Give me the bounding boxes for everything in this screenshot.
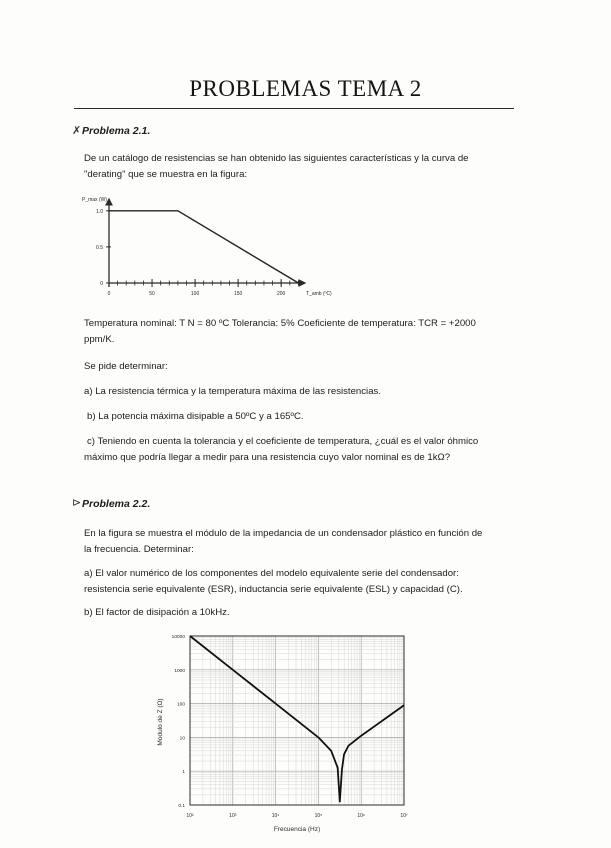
y-tick-label: 1.0: [96, 208, 103, 215]
problem-1-question-b: b) La potencia máxima disipable a 50ºC y a 165ºC.: [87, 411, 304, 422]
problem-1-intro-line-2: "derating" que se muestra en la figura:: [84, 169, 248, 180]
x-tick-label: 10⁶: [357, 813, 366, 819]
problem-2-question-a-line-2: resistencia serie equivalente (ESR), inductancia serie equivalente (ESL) y capacidad (C).: [84, 584, 463, 595]
problem-1-intro-line-1: De un catálogo de resistencias se han obtenido las siguientes características y la curva de: [84, 153, 469, 164]
x-axis-label: Frecuencia (Hz): [273, 826, 321, 833]
impedance-chart: [150, 630, 425, 840]
title-divider: [74, 108, 514, 109]
y-tick-label: 0.5: [96, 244, 103, 251]
problem-1-heading: Problema 2.1.: [82, 125, 151, 137]
problem-1-question-a: a) La resistencia térmica y la temperatura máxima de las resistencias.: [84, 386, 381, 397]
x-tick-label: 50: [149, 291, 155, 297]
y-tick-label: 100: [176, 702, 185, 708]
y-axis-label: P_max (W): [82, 197, 107, 203]
problem-2-intro-line-2: la frecuencia. Determinar:: [84, 544, 194, 555]
problem-1-ask: Se pide determinar:: [84, 361, 168, 372]
problem-2-heading: Problema 2.2.: [82, 498, 151, 510]
x-tick-label: 10⁷: [400, 813, 408, 819]
problem-2-intro-line-1: En la figura se muestra el módulo de la impedancia de un condensador plástico en función de: [84, 528, 483, 539]
x-tick-label: 10⁴: [271, 813, 280, 819]
y-tick-label: 1: [182, 770, 185, 776]
problem-2-question-a-line-1: a) El valor numérico de los componentes del modelo equivalente serie del condensador:: [84, 568, 459, 579]
cross-mark-icon: ✗: [72, 125, 82, 137]
y-tick-label: 1000: [174, 668, 185, 674]
arrow-mark-icon: ⊳: [72, 497, 82, 509]
derating-chart: [80, 193, 332, 305]
y-tick-label: 0.1: [178, 804, 185, 809]
x-tick-label: 10²: [186, 813, 194, 819]
y-tick-label: 10: [179, 736, 185, 742]
x-tick-label: 0: [107, 291, 111, 297]
y-tick-label: 10000: [171, 635, 185, 640]
problem-2-question-b: b) El factor de disipación a 10kHz.: [84, 607, 230, 618]
problem-1-specs-line-1: Temperatura nominal: T N = 80 ºC Tolerancia: 5% Coeficiente de temperatura: TCR = +2000: [84, 318, 476, 329]
x-axis-label: T_amb (ºC): [306, 291, 332, 297]
x-tick-label: 10³: [229, 813, 237, 819]
y-tick-label: 0: [100, 281, 103, 287]
page-title: PROBLEMAS TEMA 2: [189, 76, 422, 101]
impedance-curve: [190, 636, 404, 802]
y-axis-label: Modulo de Z (Ω): [157, 698, 164, 746]
problem-1-question-c-line-2: máximo que podría llegar a medir para una resistencia cuyo valor nominal es de 1kΩ?: [84, 452, 451, 463]
problem-1-specs-line-2: ppm/K.: [84, 334, 115, 345]
x-tick-label: 150: [233, 291, 243, 297]
problem-1-question-c-line-1: c) Teniendo en cuenta la tolerancia y el coeficiente de temperatura, ¿cuál es el valor óhmico: [87, 436, 479, 447]
x-tick-label: 200: [277, 291, 286, 297]
x-tick-label: 100: [190, 291, 200, 297]
derating-curve: [109, 211, 298, 283]
x-tick-label: 10⁵: [314, 813, 323, 819]
